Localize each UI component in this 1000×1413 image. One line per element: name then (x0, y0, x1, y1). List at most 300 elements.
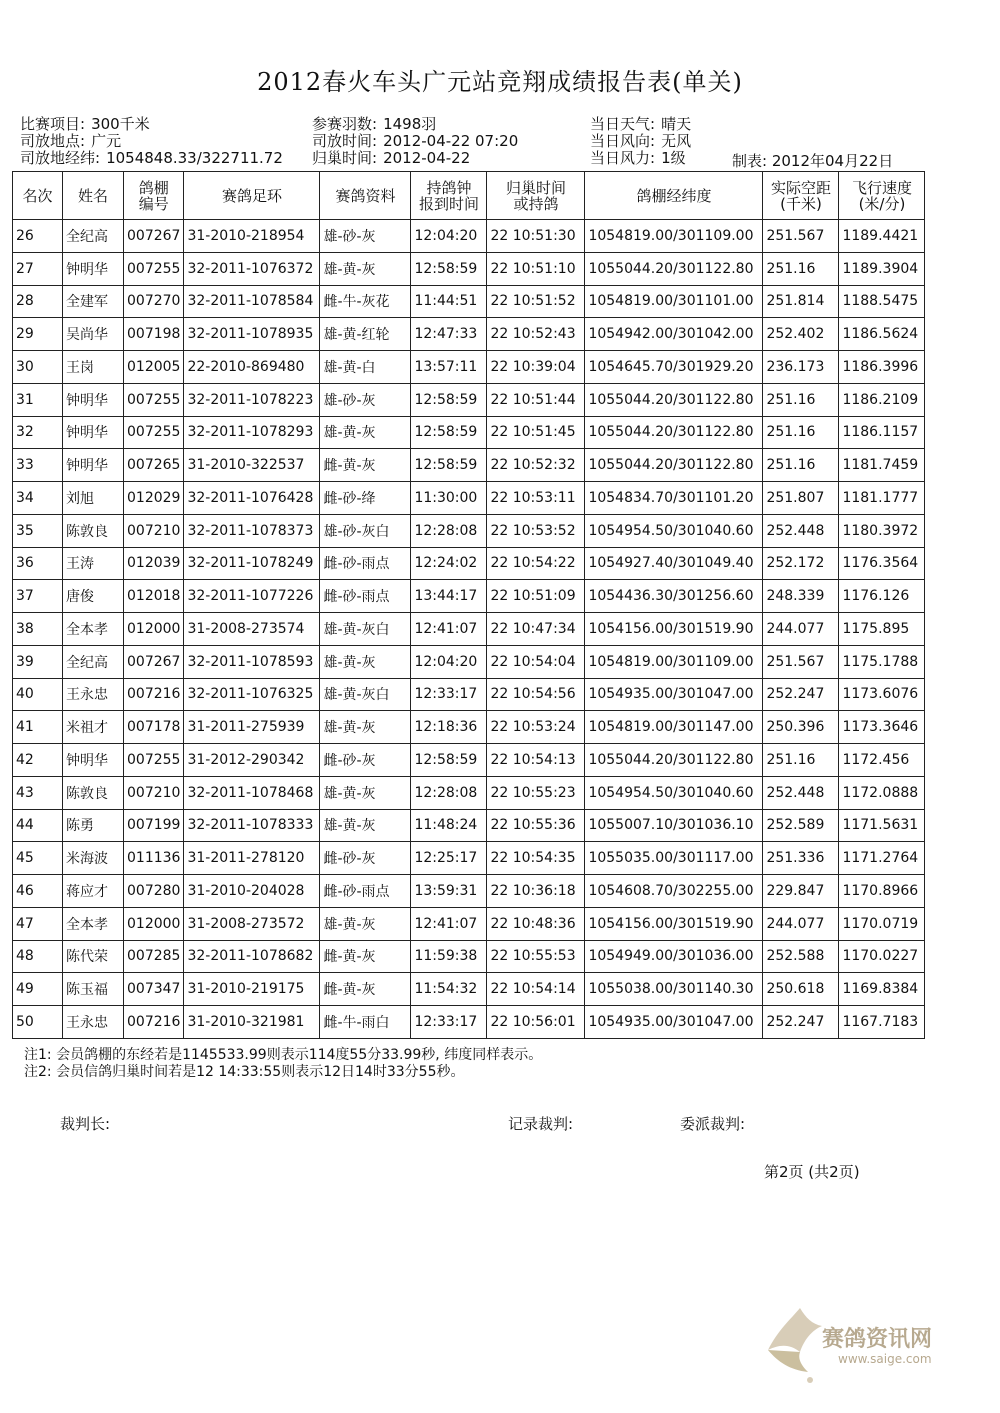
table-cell: 27 (13, 252, 63, 285)
table-cell: 252.448 (763, 776, 839, 809)
table-cell: 47 (13, 907, 63, 940)
table-cell: 雄-黄-灰白 (320, 678, 411, 711)
table-row (13, 482, 925, 515)
table-cell: 012018 (124, 580, 184, 613)
table-cell: 007210 (124, 776, 184, 809)
table-cell: 250.396 (763, 711, 839, 744)
table-cell: 12:04:20 (411, 220, 487, 253)
table-cell: 22 10:51:45 (487, 416, 585, 449)
table-cell: 1189.3904 (839, 252, 925, 285)
table-cell: 252.588 (763, 940, 839, 973)
table-cell: 蒋应才 (63, 875, 124, 908)
table-cell: 251.16 (763, 744, 839, 777)
table-cell: 雌-砂-绛 (320, 482, 411, 515)
table-cell: 1054819.00/301101.00 (585, 285, 763, 318)
table-cell: 1172.0888 (839, 776, 925, 809)
table-cell: 1176.126 (839, 580, 925, 613)
table-cell: 1055038.00/301140.30 (585, 973, 763, 1006)
table-cell: 32-2011-1078293 (184, 416, 320, 449)
table-row (13, 776, 925, 809)
table-cell: 31-2012-290342 (184, 744, 320, 777)
assigned-referee-label: 委派裁判: (680, 1115, 746, 1133)
table-cell: 1054819.00/301109.00 (585, 220, 763, 253)
info-label: 当日天气: (590, 115, 656, 133)
column-header: 鸽棚 编号 (124, 172, 184, 220)
table-cell: 雌-黄-灰 (320, 973, 411, 1006)
info-label: 司放时间: (312, 132, 378, 150)
table-cell: 22 10:51:44 (487, 383, 585, 416)
table-cell: 雄-砂-灰 (320, 220, 411, 253)
table-cell: 40 (13, 678, 63, 711)
table-cell: 11:30:00 (411, 482, 487, 515)
table-cell: 12:41:07 (411, 613, 487, 646)
table-cell: 1054927.40/301049.40 (585, 547, 763, 580)
table-cell: 22 10:36:18 (487, 875, 585, 908)
table-cell: 22 10:55:53 (487, 940, 585, 973)
table-cell: 1170.0719 (839, 907, 925, 940)
table-cell: 米海波 (63, 842, 124, 875)
table-cell: 全本孝 (63, 613, 124, 646)
info-label: 当日风力: (590, 149, 656, 167)
table-cell: 32-2011-1078935 (184, 318, 320, 351)
table-cell: 251.16 (763, 449, 839, 482)
recorder-referee-label: 记录裁判: (508, 1115, 574, 1133)
table-cell: 11:48:24 (411, 809, 487, 842)
table-cell: 252.247 (763, 678, 839, 711)
column-header: 赛鸽足环 (184, 172, 320, 220)
info-value: 1498羽 (383, 115, 437, 133)
table-cell: 37 (13, 580, 63, 613)
table-cell: 236.173 (763, 351, 839, 384)
table-row (13, 449, 925, 482)
table-cell: 雄-黄-灰 (320, 252, 411, 285)
table-cell: 1186.5624 (839, 318, 925, 351)
column-header: 持鸽钟 报到时间 (411, 172, 487, 220)
table-cell: 007285 (124, 940, 184, 973)
table-cell: 31-2010-219175 (184, 973, 320, 1006)
made-label: 制表: (732, 152, 768, 170)
table-cell: 1170.8966 (839, 875, 925, 908)
pigeon-logo-icon (760, 1300, 830, 1390)
table-cell: 陈敦良 (63, 514, 124, 547)
table-cell: 48 (13, 940, 63, 973)
table-cell: 251.567 (763, 645, 839, 678)
table-cell: 1171.5631 (839, 809, 925, 842)
table-cell: 32-2011-1078468 (184, 776, 320, 809)
table-cell: 22 10:47:34 (487, 613, 585, 646)
table-cell: 28 (13, 285, 63, 318)
table-cell: 王永忠 (63, 1006, 124, 1039)
table-cell: 陈代荣 (63, 940, 124, 973)
info-label: 当日风向: (590, 132, 656, 150)
table-cell: 32-2011-1076372 (184, 252, 320, 285)
table-cell: 1188.5475 (839, 285, 925, 318)
table-cell: 229.847 (763, 875, 839, 908)
table-cell: 35 (13, 514, 63, 547)
info-line (590, 133, 691, 150)
table-cell: 雄-黄-白 (320, 351, 411, 384)
table-cell: 雌-砂-灰 (320, 842, 411, 875)
table-cell: 32-2011-1077226 (184, 580, 320, 613)
table-cell: 雄-黄-灰 (320, 809, 411, 842)
table-cell: 22 10:39:04 (487, 351, 585, 384)
table-cell: 吴尚华 (63, 318, 124, 351)
table-cell: 陈敦良 (63, 776, 124, 809)
table-cell: 1171.2764 (839, 842, 925, 875)
column-header: 鸽棚经纬度 (585, 172, 763, 220)
table-cell: 1173.6076 (839, 678, 925, 711)
table-row (13, 613, 925, 646)
table-cell: 41 (13, 711, 63, 744)
table-cell: 30 (13, 351, 63, 384)
table-cell: 22 10:54:35 (487, 842, 585, 875)
table-cell: 012005 (124, 351, 184, 384)
info-value: 晴天 (661, 115, 692, 133)
table-cell: 雌-牛-雨白 (320, 1006, 411, 1039)
column-header: 赛鸽资料 (320, 172, 411, 220)
table-cell: 012029 (124, 482, 184, 515)
table-cell: 32-2011-1078593 (184, 645, 320, 678)
table-cell: 50 (13, 1006, 63, 1039)
info-label: 归巢时间: (312, 149, 378, 167)
table-cell: 22-2010-869480 (184, 351, 320, 384)
info-value: 1级 (661, 149, 686, 167)
table-cell: 32-2011-1078333 (184, 809, 320, 842)
table-cell: 36 (13, 547, 63, 580)
table-cell: 雄-黄-灰 (320, 776, 411, 809)
table-cell: 13:59:31 (411, 875, 487, 908)
table-cell: 1172.456 (839, 744, 925, 777)
table-cell: 22 10:54:56 (487, 678, 585, 711)
made-value: 2012年04月22日 (771, 152, 894, 170)
table-cell: 29 (13, 318, 63, 351)
info-column-3 (590, 116, 691, 167)
table-cell: 13:44:17 (411, 580, 487, 613)
table-cell: 49 (13, 973, 63, 1006)
table-cell: 22 10:53:11 (487, 482, 585, 515)
notes (24, 1047, 542, 1081)
watermark-url: www.saige.com (838, 1352, 932, 1366)
table-cell: 32-2011-1078584 (184, 285, 320, 318)
table-cell: 32 (13, 416, 63, 449)
table-cell: 007267 (124, 220, 184, 253)
table-cell: 39 (13, 645, 63, 678)
table-cell: 1054819.00/301109.00 (585, 645, 763, 678)
table-cell: 1186.2109 (839, 383, 925, 416)
table-cell: 12:58:59 (411, 744, 487, 777)
table-cell: 1054156.00/301519.90 (585, 613, 763, 646)
table-cell: 22 10:54:22 (487, 547, 585, 580)
table-cell: 22 10:55:36 (487, 809, 585, 842)
table-cell: 31 (13, 383, 63, 416)
info-value: 300千米 (91, 115, 150, 133)
table-cell: 雄-黄-灰 (320, 711, 411, 744)
table-cell: 1055007.10/301036.10 (585, 809, 763, 842)
table-cell: 1055044.20/301122.80 (585, 252, 763, 285)
table-cell: 12:58:59 (411, 416, 487, 449)
table-cell: 251.814 (763, 285, 839, 318)
table-cell: 22 10:52:32 (487, 449, 585, 482)
table-cell: 31-2010-204028 (184, 875, 320, 908)
table-cell: 钟明华 (63, 252, 124, 285)
page-title: 2012春火车头广元站竞翔成绩报告表(单关) (257, 68, 743, 96)
table-cell: 1055044.20/301122.80 (585, 449, 763, 482)
column-header: 姓名 (63, 172, 124, 220)
table-cell: 31-2010-218954 (184, 220, 320, 253)
table-cell: 38 (13, 613, 63, 646)
table-cell: 007255 (124, 383, 184, 416)
table-cell: 244.077 (763, 907, 839, 940)
table-cell: 22 10:56:01 (487, 1006, 585, 1039)
header-row (13, 172, 925, 220)
table-row (13, 416, 925, 449)
table-cell: 007267 (124, 645, 184, 678)
table-cell: 1169.8384 (839, 973, 925, 1006)
table-cell: 12:58:59 (411, 383, 487, 416)
table-cell: 22 10:54:14 (487, 973, 585, 1006)
table-cell: 1054954.50/301040.60 (585, 776, 763, 809)
table-cell: 46 (13, 875, 63, 908)
info-line (20, 150, 283, 167)
table-cell: 22 10:51:10 (487, 252, 585, 285)
chief-referee-label: 裁判长: (60, 1115, 111, 1133)
table-cell: 252.589 (763, 809, 839, 842)
table-cell: 31-2011-278120 (184, 842, 320, 875)
info-line (312, 150, 518, 167)
table-cell: 钟明华 (63, 449, 124, 482)
table-cell: 011136 (124, 842, 184, 875)
table-cell: 252.402 (763, 318, 839, 351)
table-cell: 1181.1777 (839, 482, 925, 515)
table-cell: 1054436.30/301256.60 (585, 580, 763, 613)
table-cell: 12:18:36 (411, 711, 487, 744)
table-cell: 007210 (124, 514, 184, 547)
table-cell: 1054935.00/301047.00 (585, 678, 763, 711)
table-cell: 1054949.00/301036.00 (585, 940, 763, 973)
table-cell: 22 10:48:36 (487, 907, 585, 940)
table-cell: 252.247 (763, 1006, 839, 1039)
info-line (20, 116, 283, 133)
table-cell: 007347 (124, 973, 184, 1006)
info-label: 参赛羽数: (312, 115, 378, 133)
table-cell: 1054935.00/301047.00 (585, 1006, 763, 1039)
table-cell: 全建军 (63, 285, 124, 318)
table-cell: 王涛 (63, 547, 124, 580)
table-cell: 雌-砂-灰 (320, 744, 411, 777)
table-cell: 1186.1157 (839, 416, 925, 449)
table-cell: 雌-牛-灰花 (320, 285, 411, 318)
table-cell: 钟明华 (63, 416, 124, 449)
table-cell: 007178 (124, 711, 184, 744)
table-cell: 雄-黄-红轮 (320, 318, 411, 351)
table-cell: 13:57:11 (411, 351, 487, 384)
table-cell: 252.172 (763, 547, 839, 580)
results-table (12, 171, 925, 1039)
made-date (732, 150, 893, 171)
table-cell: 007255 (124, 416, 184, 449)
table-row (13, 351, 925, 384)
table-cell: 王岗 (63, 351, 124, 384)
table-cell: 007216 (124, 1006, 184, 1039)
info-label: 司放地点: (20, 132, 86, 150)
table-cell: 1055044.20/301122.80 (585, 416, 763, 449)
table-cell: 全纪高 (63, 645, 124, 678)
table-cell: 12:28:08 (411, 776, 487, 809)
table-cell: 22 10:54:04 (487, 645, 585, 678)
table-cell: 248.339 (763, 580, 839, 613)
table-cell: 刘旭 (63, 482, 124, 515)
table-cell: 11:54:32 (411, 973, 487, 1006)
table-cell: 32-2011-1076325 (184, 678, 320, 711)
table-cell: 34 (13, 482, 63, 515)
table-cell: 44 (13, 809, 63, 842)
info-column-2 (312, 116, 518, 167)
table-cell: 22 10:54:13 (487, 744, 585, 777)
table-row (13, 711, 925, 744)
table-cell: 251.336 (763, 842, 839, 875)
table-cell: 32-2011-1078373 (184, 514, 320, 547)
table-cell: 33 (13, 449, 63, 482)
table-cell: 全纪高 (63, 220, 124, 253)
info-value: 广元 (91, 132, 122, 150)
table-row (13, 809, 925, 842)
info-label: 司放地经纬: (20, 149, 101, 167)
table-cell: 1186.3996 (839, 351, 925, 384)
table-cell: 007198 (124, 318, 184, 351)
table-cell: 1054645.70/301929.20 (585, 351, 763, 384)
table-cell: 1175.895 (839, 613, 925, 646)
table-row (13, 842, 925, 875)
info-line (20, 133, 283, 150)
table-cell: 31-2010-322537 (184, 449, 320, 482)
table-cell: 1173.3646 (839, 711, 925, 744)
table-cell: 1055035.00/301117.00 (585, 842, 763, 875)
table-cell: 012039 (124, 547, 184, 580)
table-cell: 12:25:17 (411, 842, 487, 875)
table-cell: 雄-砂-灰 (320, 383, 411, 416)
table-row (13, 907, 925, 940)
table-cell: 12:47:33 (411, 318, 487, 351)
table-cell: 007255 (124, 744, 184, 777)
table-cell: 钟明华 (63, 383, 124, 416)
table-row (13, 252, 925, 285)
info-line (312, 133, 518, 150)
table-cell: 雄-黄-灰白 (320, 613, 411, 646)
table-row (13, 514, 925, 547)
page-number: 第2页 (共2页) (764, 1163, 860, 1181)
table-cell: 12:04:20 (411, 645, 487, 678)
table-row (13, 318, 925, 351)
info-line (590, 150, 691, 167)
info-value: 2012-04-22 07:20 (383, 132, 519, 150)
table-row (13, 547, 925, 580)
table-cell: 31-2008-273574 (184, 613, 320, 646)
table-cell: 1180.3972 (839, 514, 925, 547)
table-cell: 012000 (124, 907, 184, 940)
table-cell: 31-2011-275939 (184, 711, 320, 744)
table-row (13, 220, 925, 253)
table-cell: 陈玉福 (63, 973, 124, 1006)
table-cell: 012000 (124, 613, 184, 646)
table-cell: 1189.4421 (839, 220, 925, 253)
table-cell: 252.448 (763, 514, 839, 547)
watermark-logo (760, 1300, 980, 1400)
info-line (312, 116, 518, 133)
table-row (13, 580, 925, 613)
note-2: 注2: 会员信鸽归巢时间若是12 14:33:55则表示12日14时33分55秒。 (24, 1064, 465, 1080)
table-cell: 1170.0227 (839, 940, 925, 973)
info-value: 2012-04-22 (383, 149, 471, 167)
table-row (13, 973, 925, 1006)
table-cell: 32-2011-1078249 (184, 547, 320, 580)
table-cell: 007270 (124, 285, 184, 318)
table-cell: 1054156.00/301519.90 (585, 907, 763, 940)
table-cell: 1054954.50/301040.60 (585, 514, 763, 547)
table-cell: 251.807 (763, 482, 839, 515)
table-row (13, 645, 925, 678)
table-cell: 22 10:52:43 (487, 318, 585, 351)
table-cell: 全本孝 (63, 907, 124, 940)
table-cell: 007199 (124, 809, 184, 842)
info-label: 比赛项目: (20, 115, 86, 133)
table-cell: 12:58:59 (411, 252, 487, 285)
table-cell: 1054819.00/301147.00 (585, 711, 763, 744)
table-cell: 雄-黄-灰 (320, 645, 411, 678)
table-cell: 007265 (124, 449, 184, 482)
table-cell: 22 10:55:23 (487, 776, 585, 809)
table-cell: 22 10:51:30 (487, 220, 585, 253)
table-cell: 251.16 (763, 252, 839, 285)
info-line (590, 116, 691, 133)
table-cell: 米祖才 (63, 711, 124, 744)
table-cell: 1055044.20/301122.80 (585, 744, 763, 777)
table-cell: 11:44:51 (411, 285, 487, 318)
table-cell: 1054608.70/302255.00 (585, 875, 763, 908)
table-cell: 45 (13, 842, 63, 875)
column-header: 名次 (13, 172, 63, 220)
table-row (13, 678, 925, 711)
table-cell: 1055044.20/301122.80 (585, 383, 763, 416)
table-cell: 1175.1788 (839, 645, 925, 678)
table-cell: 陈勇 (63, 809, 124, 842)
table-cell: 钟明华 (63, 744, 124, 777)
watermark-text: 赛鸽资讯网 (822, 1327, 933, 1352)
table-cell: 007216 (124, 678, 184, 711)
table-cell: 唐俊 (63, 580, 124, 613)
table-cell: 王永忠 (63, 678, 124, 711)
table-row (13, 1006, 925, 1039)
table-cell: 007255 (124, 252, 184, 285)
table-cell: 007280 (124, 875, 184, 908)
table-cell: 12:41:07 (411, 907, 487, 940)
table-cell: 雄-黄-灰 (320, 416, 411, 449)
info-value: 1054848.33/322711.72 (106, 149, 283, 167)
table-row (13, 940, 925, 973)
table-row (13, 744, 925, 777)
info-value: 无风 (661, 132, 692, 150)
table-cell: 251.16 (763, 416, 839, 449)
table-cell: 31-2010-321981 (184, 1006, 320, 1039)
table-cell: 22 10:53:24 (487, 711, 585, 744)
table-cell: 1167.7183 (839, 1006, 925, 1039)
table-cell: 32-2011-1078682 (184, 940, 320, 973)
table-row (13, 383, 925, 416)
table-cell: 251.16 (763, 383, 839, 416)
table-cell: 22 10:51:52 (487, 285, 585, 318)
table-cell: 32-2011-1076428 (184, 482, 320, 515)
table-cell: 雄-黄-灰 (320, 907, 411, 940)
table-cell: 雌-砂-雨点 (320, 875, 411, 908)
